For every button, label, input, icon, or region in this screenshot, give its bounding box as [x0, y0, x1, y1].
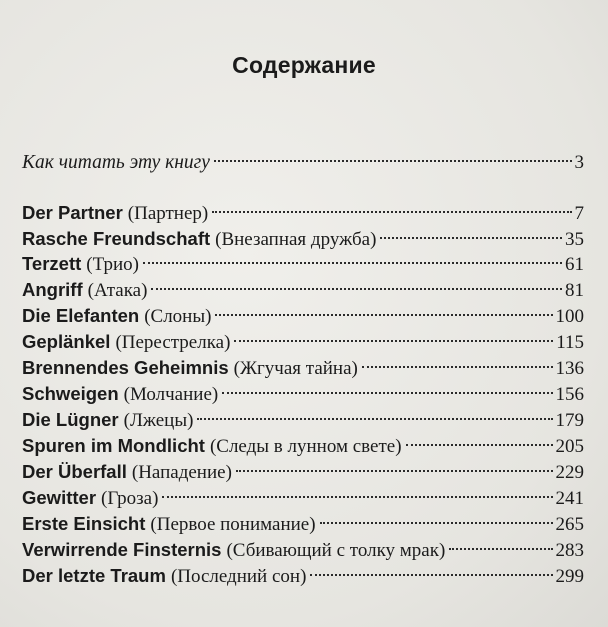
chapter-title-german: Der letzte Traum — [22, 565, 166, 586]
toc-entry — [22, 350, 584, 379]
chapter-title-german: Verwirrende Finsternis — [22, 539, 222, 560]
toc-entry — [22, 402, 584, 431]
toc-page-number: 136 — [555, 358, 584, 379]
page-title: Содержание — [232, 52, 376, 78]
toc-page-number: 115 — [556, 332, 584, 353]
toc-entry — [22, 558, 584, 587]
chapter-title-german: Schweigen — [22, 383, 119, 404]
toc-entry — [22, 246, 584, 275]
toc-entry — [22, 454, 584, 483]
toc-page-number: 265 — [555, 514, 584, 535]
chapter-title-russian: (Гроза) — [101, 488, 159, 509]
dot-leader — [151, 272, 562, 296]
toc-page-number: 156 — [555, 384, 584, 405]
chapter-title-german: Die Lügner — [22, 409, 119, 430]
chapter-title-russian: (Сбивающий с толку мрак) — [226, 540, 446, 561]
toc-intro-entry — [22, 144, 584, 173]
chapter-title-german: Gewitter — [22, 487, 97, 508]
chapter-title-german: Angriff — [22, 279, 83, 300]
dot-leader — [449, 532, 552, 556]
chapter-title-russian: (Перестрелка) — [115, 332, 231, 353]
chapter-title-german: Brennendes Geheimnis — [22, 357, 229, 378]
chapter-title-german: Der Überfall — [22, 461, 127, 482]
toc-page-number: 179 — [555, 410, 584, 431]
dot-leader — [214, 144, 572, 168]
chapter-title-russian: (Следы в лунном свете) — [209, 436, 402, 457]
toc-page-number: 3 — [574, 152, 584, 173]
dot-leader — [143, 246, 562, 270]
toc-entry — [22, 272, 584, 301]
chapter-title-german: Rasche Freundschaft — [22, 228, 211, 249]
chapter-title-russian: (Последний сон) — [170, 566, 307, 587]
dot-leader — [406, 428, 553, 452]
dot-leader — [212, 195, 571, 219]
chapter-title-russian: (Лжецы) — [123, 410, 194, 431]
dot-leader — [234, 324, 553, 348]
dot-leader — [222, 376, 552, 400]
toc-page-number: 299 — [555, 566, 584, 587]
chapter-title-russian: (Нападение) — [131, 462, 232, 483]
chapter-title-russian: (Партнер) — [127, 203, 209, 224]
dot-leader — [162, 480, 552, 504]
chapter-title-german: Geplänkel — [22, 331, 111, 352]
toc-page-number: 35 — [565, 229, 584, 250]
toc-page-number: 100 — [555, 306, 584, 327]
toc-entry — [22, 324, 584, 353]
chapter-title-german: Erste Einsicht — [22, 513, 146, 534]
dot-leader — [380, 221, 562, 245]
dot-leader — [320, 506, 553, 530]
toc-entry — [22, 195, 584, 224]
toc-page-number: 229 — [555, 462, 584, 483]
toc-entry — [22, 376, 584, 405]
toc-entry — [22, 532, 584, 561]
dot-leader — [197, 402, 552, 426]
chapter-title-russian: (Жгучая тайна) — [233, 358, 358, 379]
chapter-title-german: Spuren im Mondlicht — [22, 435, 205, 456]
chapter-title-russian: (Внезапная дружба) — [215, 229, 377, 250]
dot-leader — [310, 558, 552, 582]
chapter-title-russian: (Трио) — [86, 254, 139, 275]
toc-entry — [22, 298, 584, 327]
toc-intro-label: Как читать эту книгу — [22, 152, 210, 173]
dot-leader — [215, 298, 552, 322]
toc-entry — [22, 428, 584, 457]
toc-page-number: 61 — [565, 254, 584, 275]
toc-page-number: 7 — [574, 203, 584, 224]
chapter-title-russian: (Первое понимание) — [150, 514, 316, 535]
chapter-title-german: Terzett — [22, 253, 82, 274]
chapter-title-german: Der Partner — [22, 202, 123, 223]
dot-leader — [362, 350, 553, 374]
toc-entry — [22, 221, 584, 250]
chapter-title-german: Die Elefanten — [22, 305, 140, 326]
chapter-title-russian: (Атака) — [87, 280, 148, 301]
toc-page-number: 283 — [555, 540, 584, 561]
chapter-title-russian: (Молчание) — [123, 384, 219, 405]
toc-page-number: 205 — [555, 436, 584, 457]
toc-entry — [22, 506, 584, 535]
toc-page-number: 81 — [565, 280, 584, 301]
toc-page-number: 241 — [555, 488, 584, 509]
chapter-title-russian: (Слоны) — [144, 306, 212, 327]
toc-entry — [22, 480, 584, 509]
dot-leader — [236, 454, 553, 478]
